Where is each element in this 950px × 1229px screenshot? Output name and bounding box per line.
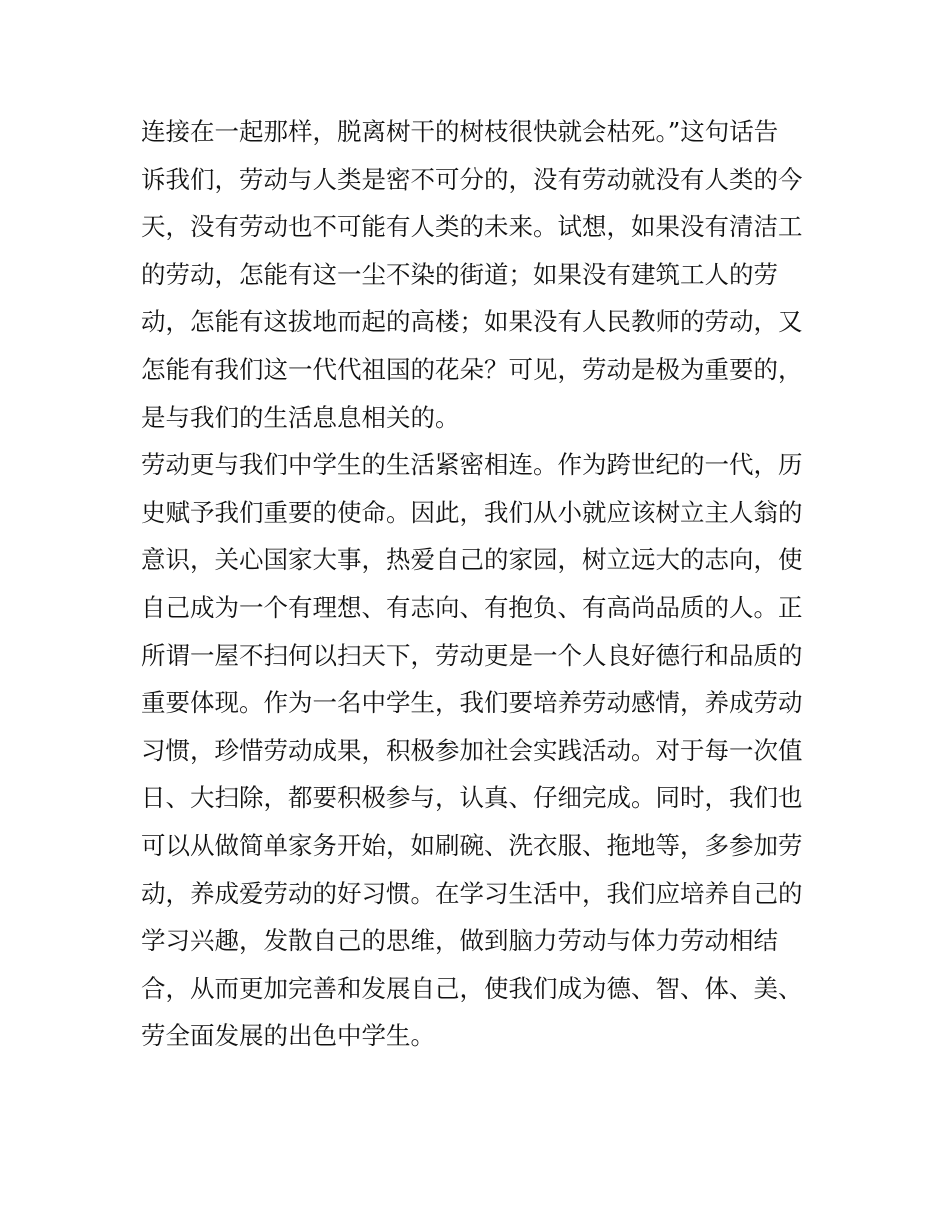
text-line: 可以从做简单家务开始，如刷碗、洗衣服、拖地等，多参加劳 bbox=[141, 830, 803, 860]
text-line: 动，怎能有这拔地而起的高楼；如果没有人民教师的劳动，又 bbox=[141, 307, 803, 337]
text-line: 习惯，珍惜劳动成果，积极参加社会实践活动。对于每一次值 bbox=[141, 735, 803, 765]
text-line: 意识，关心国家大事，热爱自己的家园，树立远大的志向，使 bbox=[141, 545, 803, 575]
text-line: 连接在一起那样，脱离树干的树枝很快就会枯死。”这句话告 bbox=[141, 117, 779, 146]
text-line: 学习兴趣，发散自己的思维，做到脑力劳动与体力劳动相结 bbox=[141, 926, 778, 956]
text-line: 天，没有劳动也不可能有人类的未来。试想，如果没有清洁工 bbox=[141, 212, 803, 242]
text-line: 动，养成爱劳动的好习惯。在学习生活中，我们应培养自己的 bbox=[141, 878, 803, 908]
text-line: 所谓一屋不扫何以扫天下，劳动更是一个人良好德行和品质的 bbox=[141, 640, 803, 670]
text-line: 劳全面发展的出色中学生。 bbox=[141, 1021, 435, 1051]
text-line: 重要体现。作为一名中学生，我们要培养劳动感情，养成劳动 bbox=[141, 688, 803, 718]
text-line: 是与我们的生活息息相关的。 bbox=[141, 402, 460, 432]
essay-text bbox=[141, 108, 821, 1060]
text-line: 的劳动，怎能有这一尘不染的街道；如果没有建筑工人的劳 bbox=[141, 259, 778, 289]
text-line: 诉我们，劳动与人类是密不可分的，没有劳动就没有人类的今 bbox=[141, 164, 803, 194]
text-line: 日、大扫除，都要积极参与，认真、仔细完成。同时，我们也 bbox=[141, 783, 803, 813]
text-line: 怎能有我们这一代代祖国的花朵？可见，劳动是极为重要的， bbox=[141, 354, 803, 384]
text-line: 自己成为一个有理想、有志向、有抱负、有高尚品质的人。正 bbox=[141, 592, 803, 622]
text-line: 劳动更与我们中学生的生活紧密相连。作为跨世纪的一代，历 bbox=[141, 450, 803, 480]
text-line: 史赋予我们重要的使命。因此，我们从小就应该树立主人翁的 bbox=[141, 497, 803, 527]
text-line: 合，从而更加完善和发展自己，使我们成为德、智、体、美、 bbox=[141, 973, 803, 1003]
